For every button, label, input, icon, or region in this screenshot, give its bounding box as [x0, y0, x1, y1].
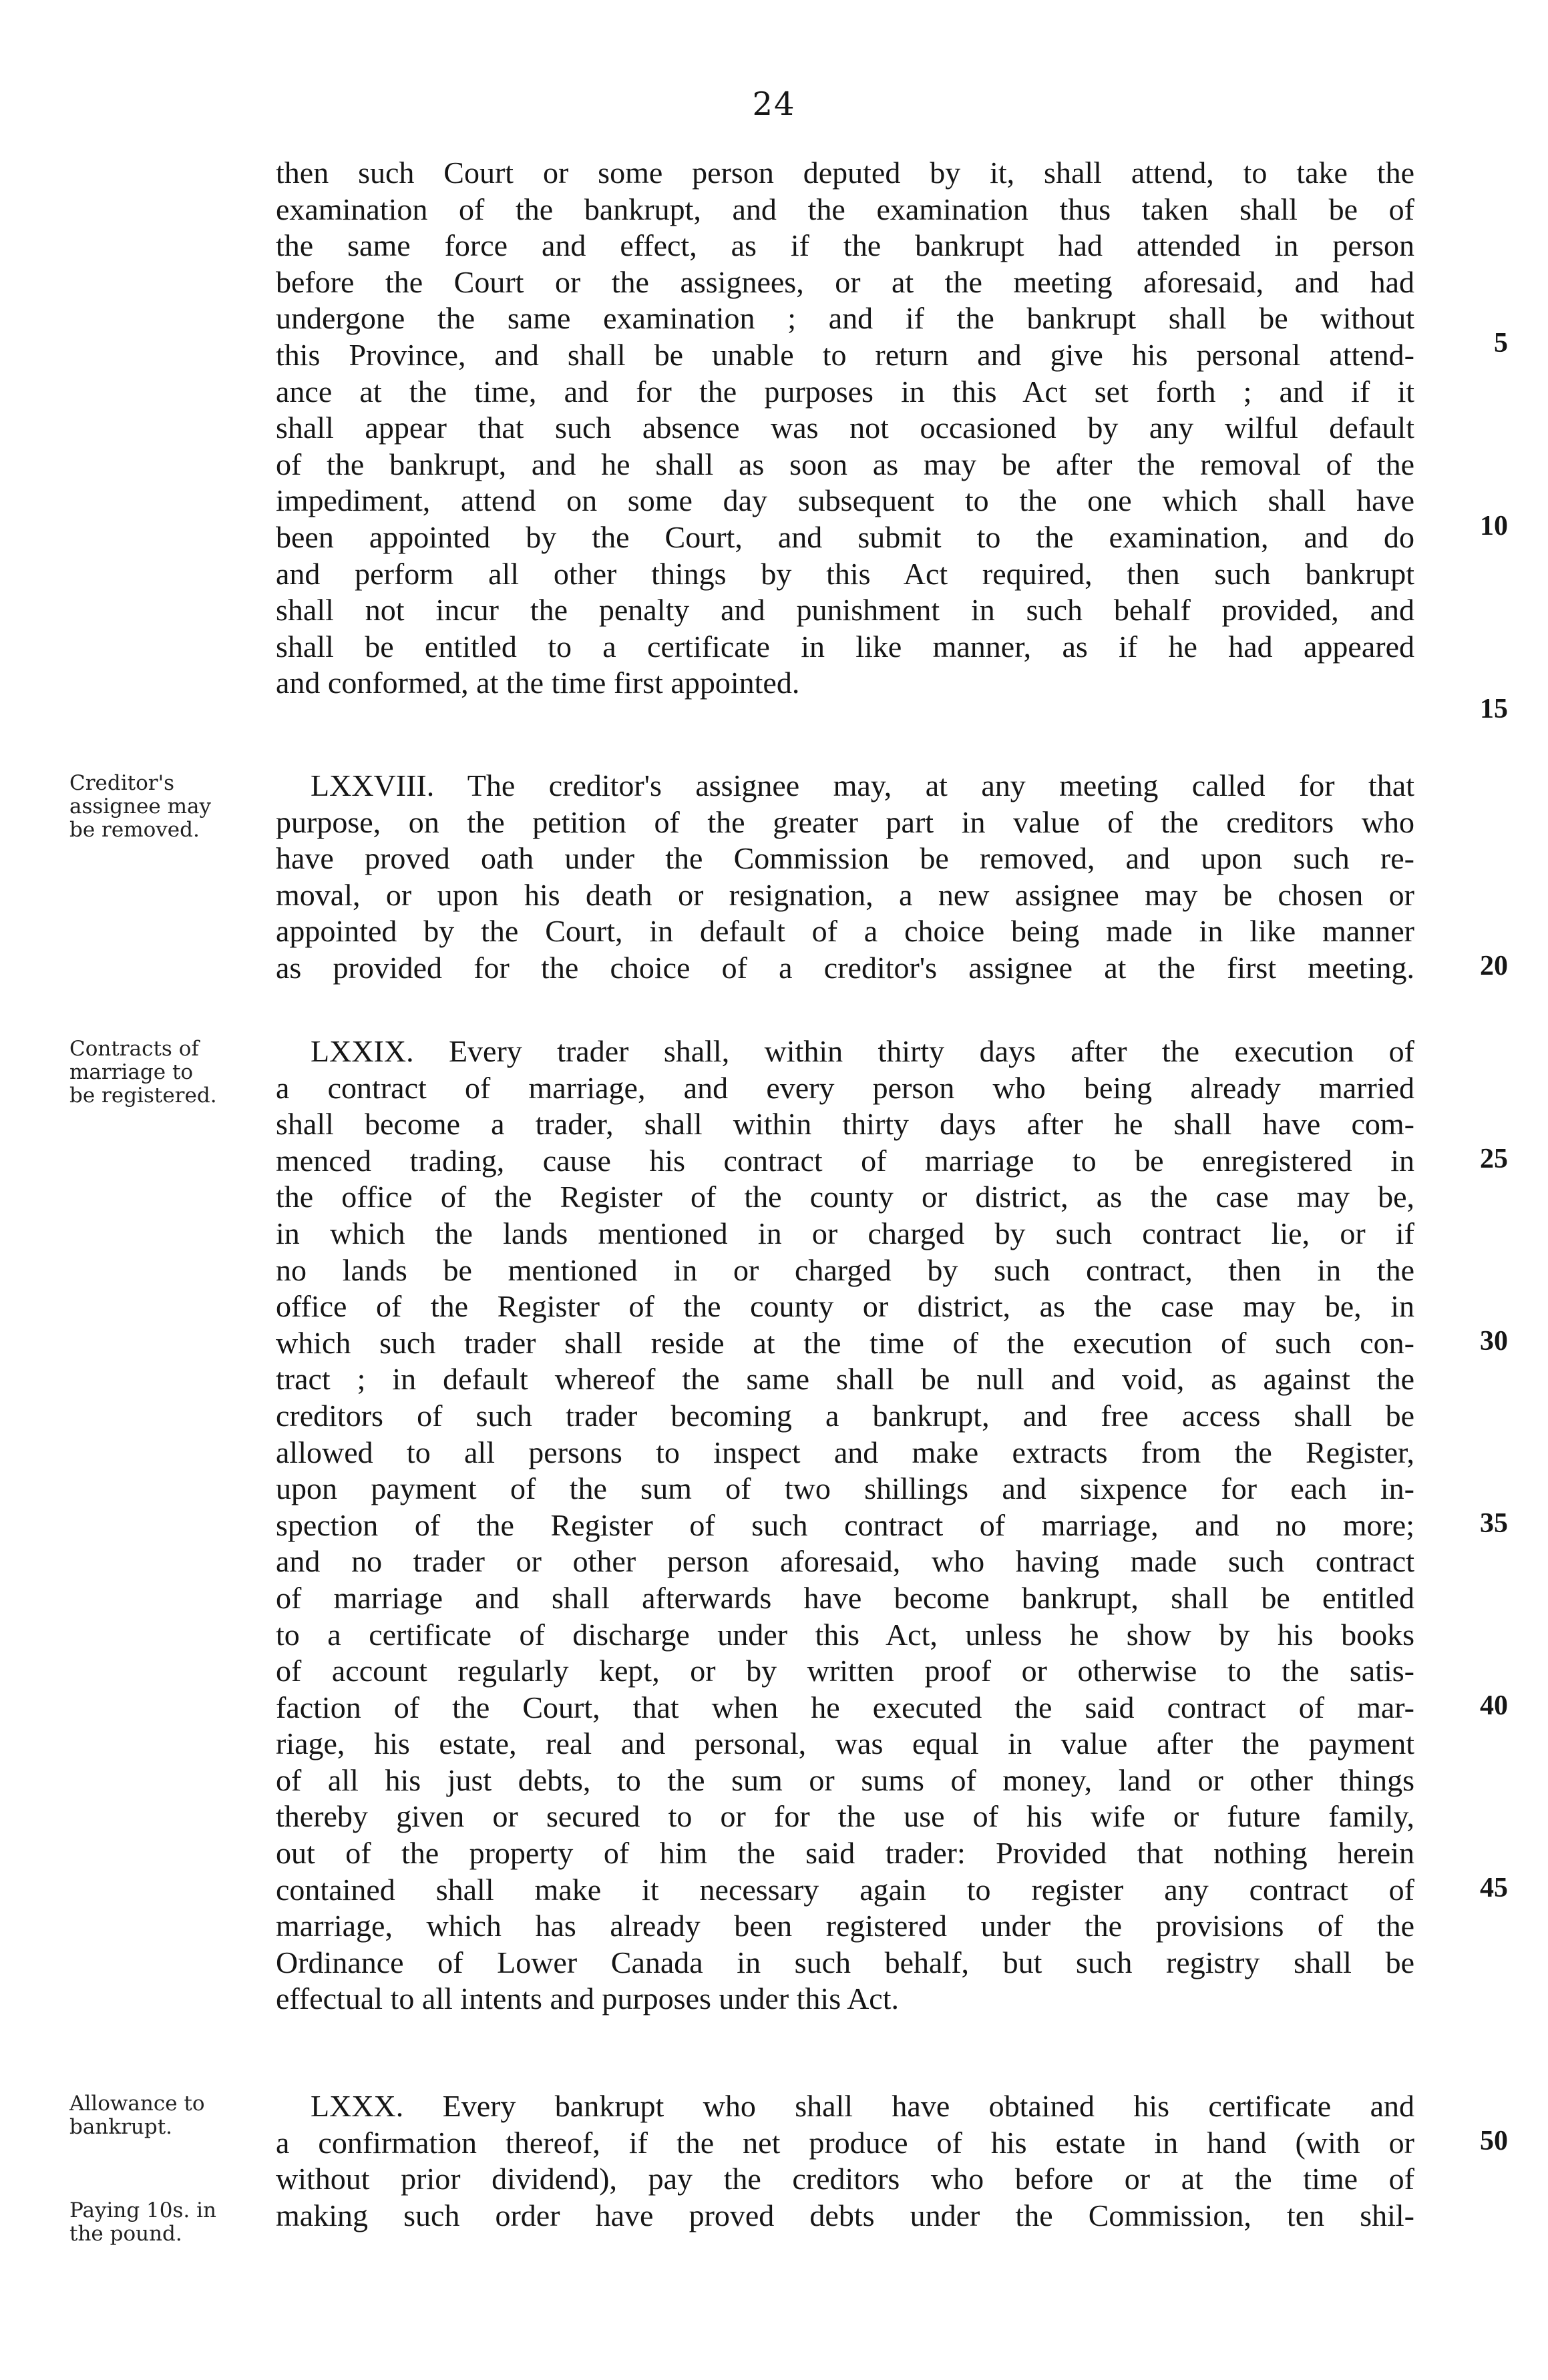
line-number: 30 — [1480, 1326, 1508, 1357]
text-line: shall not incur the penalty and punishment in such behalf provided, and — [276, 593, 1414, 628]
text-line: purpose, on the petition of the greater part in value of the creditors who — [276, 804, 1414, 839]
paragraph-continuation — [276, 155, 1414, 702]
text-line: a confirmation thereof, if the net produce of his estate in hand (with or — [276, 2125, 1414, 2160]
text-line: ance at the time, and for the purposes in this Act set forth ; and if it — [276, 374, 1414, 409]
text-line: and perform all other things by this Act required, then such bankrupt — [276, 556, 1414, 591]
text-line: and conformed, at the time first appointed. — [276, 666, 800, 700]
text-line: to a certificate of discharge under this Act, unless he show by his books — [276, 1617, 1414, 1652]
text-line: shall be entitled to a certificate in like manner, as if he had appeared — [276, 629, 1414, 664]
margin-note-line: Contracts of — [69, 1037, 199, 1061]
text-line: effectual to all intents and purposes under this Act. — [276, 1981, 899, 2016]
text-line: shall appear that such absence was not occasioned by any wilful default — [276, 411, 1414, 445]
text-line: have proved oath under the Commission be removed, and upon such re- — [276, 841, 1414, 876]
margin-note-creditors-assignee — [69, 772, 263, 842]
text-line: LXXIX. Every trader shall, within thirty days after the execution of — [311, 1034, 1414, 1068]
line-number: 50 — [1480, 2126, 1508, 2156]
paragraph-lxxix — [276, 1033, 1414, 2017]
margin-note-line: assignee may — [69, 794, 211, 818]
text-line: spection of the Register of such contract of marriage, and no more; — [276, 1507, 1414, 1542]
margin-note-line: Paying 10s. in — [69, 2198, 216, 2222]
text-line: faction of the Court, that when he executed the said contract of mar- — [276, 1690, 1414, 1724]
text-line: this Province, and shall be unable to return and give his personal attend- — [276, 337, 1414, 372]
text-line: LXXVIII. The creditor's assignee may, at any meeting called for that — [311, 768, 1414, 802]
text-line: as provided for the choice of a creditor's assignee at the first meeting. — [276, 950, 1414, 985]
text-line: making such order have proved debts under the Commission, ten shil- — [276, 2198, 1414, 2232]
page-number: 24 — [752, 85, 796, 123]
text-line: and no trader or other person aforesaid, who having made such contract — [276, 1544, 1414, 1579]
text-line: of marriage and shall afterwards have become bankrupt, shall be entitled — [276, 1580, 1414, 1615]
text-line: out of the property of him the said trader: Provided that nothing herein — [276, 1836, 1414, 1871]
margin-note-line: Allowance to — [69, 2092, 205, 2116]
text-line: marriage, which has already been registered under the provisions of the — [276, 1909, 1414, 1943]
text-line: riage, his estate, real and personal, was equal in value after the payment — [276, 1726, 1414, 1761]
margin-note-line: bankrupt. — [69, 2115, 173, 2139]
margin-note-paying-10s — [69, 2199, 263, 2246]
text-line: shall become a trader, shall within thirty days after he shall have com- — [276, 1107, 1414, 1142]
text-line: a contract of marriage, and every person who being already married — [276, 1070, 1414, 1105]
text-line: undergone the same examination ; and if the bankrupt shall be without — [276, 301, 1414, 336]
text-line: without prior dividend), pay the creditors who before or at the time of — [276, 2162, 1414, 2196]
paragraph-lxxx — [276, 2088, 1414, 2234]
text-line: Ordinance of Lower Canada in such behalf, but such registry shall be — [276, 1945, 1414, 1979]
text-line: of the bankrupt, and he shall as soon as may be after the removal of the — [276, 447, 1414, 481]
line-number: 45 — [1480, 1873, 1508, 1903]
text-line: thereby given or secured to or for the use of his wife or future family, — [276, 1799, 1414, 1834]
margin-note-contracts-of-marriage — [69, 1037, 263, 1108]
text-line: examination of the bankrupt, and the examination thus taken shall be of — [276, 192, 1414, 226]
line-number: 10 — [1480, 511, 1508, 541]
text-line: of all his just debts, to the sum or sums of money, land or other things — [276, 1762, 1414, 1797]
text-line: upon payment of the sum of two shillings and sixpence for each in- — [276, 1471, 1414, 1506]
paragraph-lxxviii — [276, 768, 1414, 987]
margin-note-line: the pound. — [69, 2222, 182, 2246]
line-number: 40 — [1480, 1690, 1508, 1721]
text-line: tract ; in default whereof the same shall be null and void, as against the — [276, 1362, 1414, 1397]
text-line: office of the Register of the county or district, as the case may be, in — [276, 1289, 1414, 1324]
text-line: creditors of such trader becoming a bankrupt, and free access shall be — [276, 1398, 1414, 1433]
text-line: in which the lands mentioned in or charged by such contract lie, or if — [276, 1216, 1414, 1250]
text-line: LXXX. Every bankrupt who shall have obtained his certificate and — [311, 2089, 1414, 2123]
text-line: allowed to all persons to inspect and make extracts from the Register, — [276, 1435, 1414, 1469]
text-line: the office of the Register of the county or district, as the case may be, — [276, 1180, 1414, 1214]
text-line: moval, or upon his death or resignation, a new assignee may be chosen or — [276, 877, 1414, 912]
text-line: of account regularly kept, or by written proof or otherwise to the satis- — [276, 1654, 1414, 1688]
margin-note-line: Creditor's — [69, 771, 175, 795]
line-number: 15 — [1480, 694, 1508, 724]
margin-note-line: marriage to — [69, 1060, 194, 1084]
line-number: 35 — [1480, 1508, 1508, 1539]
text-line: then such Court or some person deputed by it, shall attend, to take the — [276, 156, 1414, 190]
margin-note-allowance-to-bankrupt — [69, 2092, 263, 2139]
text-line: menced trading, cause his contract of marriage to be enregistered in — [276, 1143, 1414, 1178]
line-number: 5 — [1494, 328, 1508, 359]
line-number: 25 — [1480, 1144, 1508, 1174]
text-line: before the Court or the assignees, or at the meeting aforesaid, and had — [276, 264, 1414, 299]
margin-note-line: be registered. — [69, 1084, 217, 1108]
line-number: 20 — [1480, 951, 1508, 981]
text-line: which such trader shall reside at the time of the execution of such con- — [276, 1325, 1414, 1360]
text-line: no lands be mentioned in or charged by such contract, then in the — [276, 1252, 1414, 1287]
text-line: contained shall make it necessary again to register any contract of — [276, 1872, 1414, 1907]
margin-note-line: be removed. — [69, 818, 200, 842]
text-line: been appointed by the Court, and submit to the examination, and do — [276, 519, 1414, 554]
text-line: the same force and effect, as if the bankrupt had attended in person — [276, 228, 1414, 263]
text-line: impediment, attend on some day subsequent to the one which shall have — [276, 483, 1414, 518]
text-line: appointed by the Court, in default of a choice being made in like manner — [276, 914, 1414, 949]
